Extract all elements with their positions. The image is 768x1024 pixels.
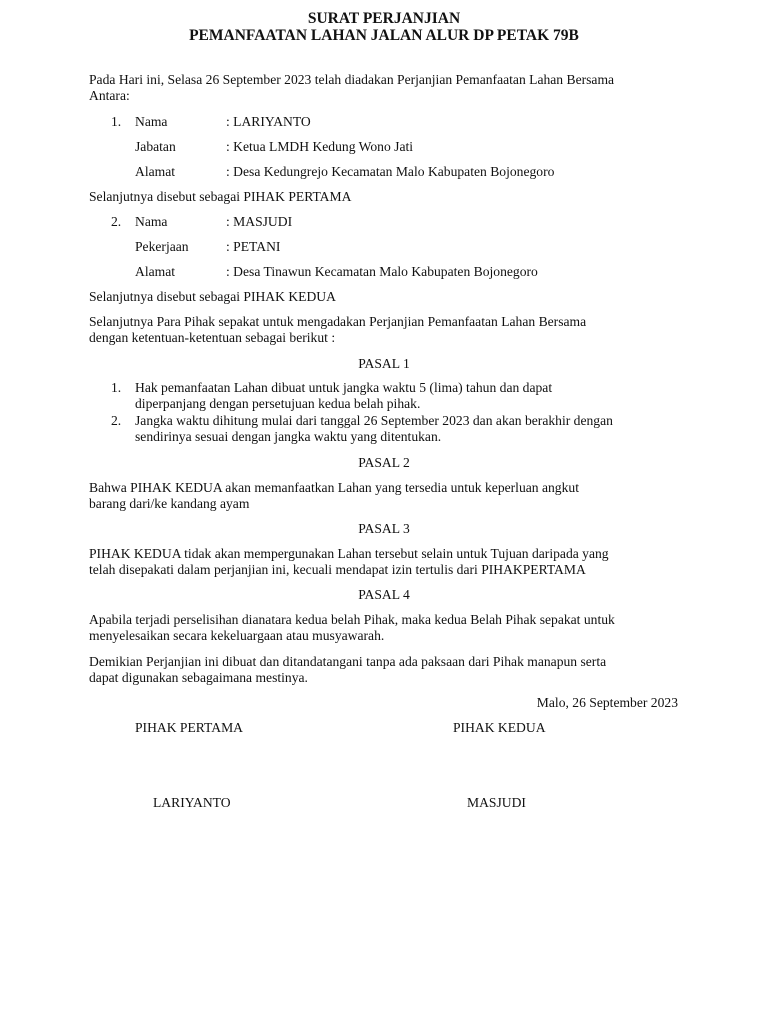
intro-line-2: Antara: <box>89 88 130 103</box>
party-two-name-value: : MASJUDI <box>226 214 293 229</box>
pasal-1-item-2-line-1: Jangka waktu dihitung mulai dari tanggal 26 September 2023 dan akan berakhir dengan <box>135 413 613 428</box>
party-one-address-label: Alamat <box>135 164 176 179</box>
pasal-4-line-2: menyelesaikan secara kekeluargaan atau musyawarah. <box>89 628 385 643</box>
signature-left-title: PIHAK PERTAMA <box>135 720 243 735</box>
pasal-2-line-2: barang dari/ke kandang ayam <box>89 496 250 511</box>
party-two-designation: Selanjutnya disebut sebagai PIHAK KEDUA <box>89 289 336 304</box>
agreement-line-1: Selanjutnya Para Pihak sepakat untuk mengadakan Perjanjian Pemanfaatan Lahan Bersama <box>89 314 587 329</box>
pasal-1-item-1-line-2: diperpanjang dengan persetujuan kedua belah pihak. <box>135 396 421 411</box>
party-one-address-value: : Desa Kedungrejo Kecamatan Malo Kabupaten Bojonegoro <box>226 164 555 179</box>
pasal-1-heading: PASAL 1 <box>358 356 410 371</box>
closing-line-2: dapat digunakan sebagaimana mestinya. <box>89 670 308 685</box>
agreement-line-2: dengan ketentuan-ketentuan sebagai berikut : <box>89 330 336 345</box>
pasal-2-line-1: Bahwa PIHAK KEDUA akan memanfaatkan Lahan yang tersedia untuk keperluan angkut <box>89 480 579 495</box>
pasal-1-item-2-number: 2. <box>111 413 122 428</box>
signature-right-name: MASJUDI <box>467 795 526 810</box>
place-date: Malo, 26 September 2023 <box>536 695 678 710</box>
party-two-occupation-label: Pekerjaan <box>135 239 189 254</box>
pasal-1-item-1-line-1: Hak pemanfaatan Lahan dibuat untuk jangka waktu 5 (lima) tahun dan dapat <box>135 380 553 395</box>
document-title: SURAT PERJANJIAN <box>307 10 461 27</box>
signature-right-title: PIHAK KEDUA <box>453 720 546 735</box>
party-two-occupation-value: : PETANI <box>226 239 281 254</box>
signature-left-name: LARIYANTO <box>153 795 231 810</box>
party-two-number: 2. <box>111 214 122 229</box>
party-one-designation: Selanjutnya disebut sebagai PIHAK PERTAMA <box>89 189 352 204</box>
party-one-name-value: : LARIYANTO <box>226 114 311 129</box>
intro-line-1: Pada Hari ini, Selasa 26 September 2023 telah diadakan Perjanjian Pemanfaatan Lahan Bersama <box>89 72 615 87</box>
party-one-position-label: Jabatan <box>135 139 176 154</box>
pasal-3-heading: PASAL 3 <box>358 521 410 536</box>
party-one-name-label: Nama <box>135 114 168 129</box>
party-one-number: 1. <box>111 114 122 129</box>
pasal-1-item-2-line-2: sendirinya sesuai dengan jangka waktu yang ditentukan. <box>135 429 442 444</box>
pasal-3-line-2: telah disepakati dalam perjanjian ini, kecuali mendapat izin tertulis dari PIHAKPERTAMA <box>89 562 586 577</box>
pasal-3-line-1: PIHAK KEDUA tidak akan mempergunakan Lahan tersebut selain untuk Tujuan daripada yang <box>89 546 609 561</box>
pasal-1-item-1-number: 1. <box>111 380 122 395</box>
party-two-name-label: Nama <box>135 214 168 229</box>
party-one-position-value: : Ketua LMDH Kedung Wono Jati <box>226 139 414 154</box>
party-two-address-label: Alamat <box>135 264 176 279</box>
pasal-4-line-1: Apabila terjadi perselisihan dianatara kedua belah Pihak, maka kedua Belah Pihak sepakat untuk <box>89 612 615 627</box>
closing-line-1: Demikian Perjanjian ini dibuat dan ditandatangani tanpa ada paksaan dari Pihak manapun serta <box>89 654 607 669</box>
pasal-2-heading: PASAL 2 <box>358 455 410 470</box>
party-two-address-value: : Desa Tinawun Kecamatan Malo Kabupaten Bojonegoro <box>226 264 538 279</box>
pasal-4-heading: PASAL 4 <box>358 587 410 602</box>
document-subtitle: PEMANFAATAN LAHAN JALAN ALUR DP PETAK 79B <box>189 27 579 44</box>
